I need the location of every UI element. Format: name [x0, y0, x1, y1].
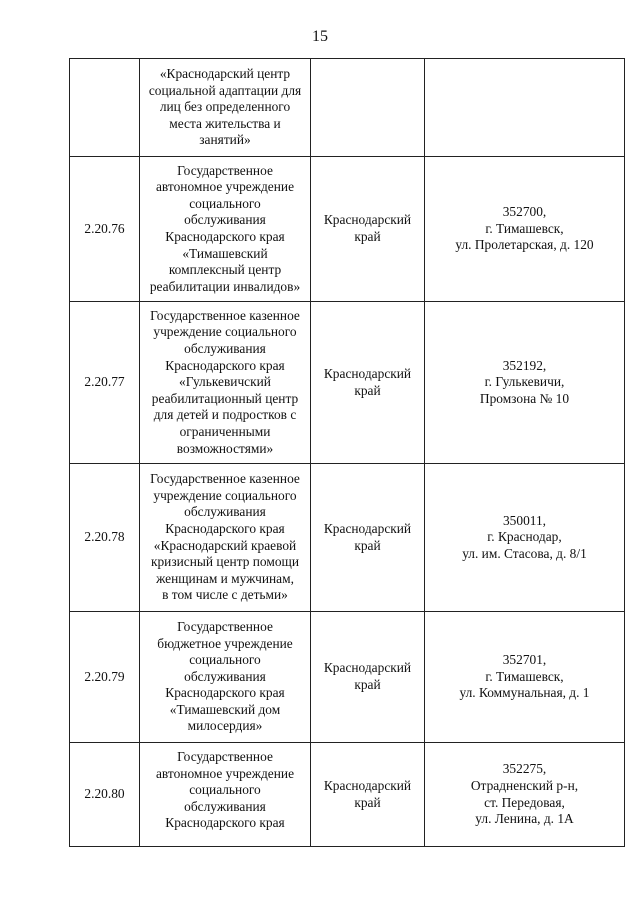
region-cell: Краснодарский край	[311, 464, 425, 612]
address-line: ст. Передовая,	[484, 794, 565, 810]
institution-name-line: социального	[189, 652, 261, 668]
address-line: ул. Коммунальная, д. 1	[459, 685, 590, 701]
institution-name-line: Государственное	[177, 618, 273, 634]
region-cell: Краснодарский край	[311, 302, 425, 464]
institution-name-line: Государственное казенное	[150, 471, 300, 487]
table-row	[70, 743, 625, 847]
institution-name	[140, 464, 311, 612]
institution-name-line: реабилитационный центр	[151, 390, 299, 406]
address-line: г. Тимашевск,	[485, 220, 564, 236]
row-number: 2.20.80	[70, 743, 140, 847]
institution-name-line: обслуживания	[184, 504, 266, 520]
address-line: Промзона № 10	[479, 390, 570, 406]
institution-name-line: кризисный центр помощи	[150, 554, 300, 570]
institution-name-line: «Краснодарский центр	[159, 66, 291, 82]
institution-name-line: социального	[189, 782, 261, 798]
institution-name-line: обслуживания	[184, 341, 266, 357]
address-line: г. Тимашевск,	[485, 668, 564, 684]
institution-name-line: «Краснодарский краевой	[153, 537, 297, 553]
institution-name-line: обслуживания	[184, 798, 266, 814]
address-line: ул. Пролетарская, д. 120	[455, 237, 594, 253]
institution-name-line: «Тимашевский	[182, 245, 268, 261]
institution-name	[140, 59, 311, 157]
address-cell	[425, 59, 625, 157]
address-line: 352700,	[502, 204, 547, 220]
address-line: 352701,	[502, 652, 547, 668]
institution-name-line: Краснодарского края	[165, 229, 285, 244]
institution-name-line: лиц без определенного	[159, 99, 291, 115]
institution-name-line: Краснодарского края	[165, 357, 285, 373]
address-line: 352275,	[502, 761, 547, 777]
table-row	[70, 59, 625, 157]
region-cell	[311, 59, 425, 157]
region-cell: Краснодарский край	[311, 612, 425, 743]
institution-name-line: женщинам и мужчинам,	[156, 570, 294, 586]
address-line: г. Краснодар,	[487, 529, 562, 545]
institution-name-line: Государственное	[177, 162, 273, 178]
institution-name-line: Краснодарского края	[165, 685, 285, 701]
institution-name-line: бюджетное учреждение	[157, 635, 293, 651]
institution-name-line: социальной адаптации для	[148, 82, 302, 98]
institution-name-line: для детей и подростков с	[153, 407, 297, 423]
table-row	[70, 302, 625, 464]
institution-name-line: ограниченными	[179, 423, 271, 439]
institution-name-line: учреждение социального	[153, 487, 297, 503]
institution-name-line: Краснодарского края	[165, 815, 285, 831]
row-number: 2.20.76	[70, 157, 140, 302]
institution-name-line: комплексный центр	[168, 262, 282, 278]
institution-name	[140, 302, 311, 464]
institution-name	[140, 157, 311, 302]
institution-name-line: места жительства и	[169, 115, 281, 131]
address-line: г. Гулькевичи,	[484, 374, 565, 390]
address-cell	[425, 612, 625, 743]
institution-name-line: автономное учреждение	[155, 179, 295, 195]
address-line: ул. Ленина, д. 1А	[475, 811, 574, 827]
registry-table	[69, 58, 625, 847]
institution-name-line: реабилитации инвалидов»	[149, 278, 301, 294]
institution-name-line: милосердия»	[187, 718, 263, 734]
page-number: 15	[312, 28, 328, 45]
address-line: ул. им. Стасова, д. 8/1	[462, 545, 587, 561]
address-cell	[425, 302, 625, 464]
address-line: 350011,	[502, 512, 547, 528]
institution-name	[140, 612, 311, 743]
institution-name-line: Государственное	[177, 749, 273, 764]
institution-name-line: обслуживания	[184, 212, 266, 228]
institution-name-line: возможностями»	[176, 440, 274, 456]
table-row	[70, 464, 625, 612]
institution-name-line: «Тимашевский дом	[169, 701, 281, 717]
institution-name-line: в том числе с детьми»	[162, 587, 288, 603]
row-number: 2.20.78	[70, 464, 140, 612]
row-number: 2.20.77	[70, 302, 140, 464]
address-cell	[425, 157, 625, 302]
address-cell	[425, 743, 625, 847]
address-line: 352192,	[502, 357, 547, 373]
institution-name-line: занятий»	[199, 132, 251, 148]
table-row	[70, 157, 625, 302]
institution-name-line: автономное учреждение	[155, 765, 295, 781]
institution-name-line: «Гулькевичский	[179, 374, 271, 390]
address-line: Отрадненский р-н,	[470, 777, 579, 793]
region-cell: Краснодарский край	[311, 743, 425, 847]
institution-name-line: социального	[189, 195, 261, 211]
address-cell	[425, 464, 625, 612]
table-row	[70, 612, 625, 743]
region-cell: Краснодарский край	[311, 157, 425, 302]
institution-name-line: Краснодарского края	[165, 520, 285, 536]
row-number	[70, 59, 140, 157]
institution-name-line: Государственное казенное	[150, 307, 300, 323]
institution-name	[140, 743, 311, 847]
row-number: 2.20.79	[70, 612, 140, 743]
institution-name-line: учреждение социального	[153, 324, 297, 340]
institution-name-line: обслуживания	[184, 668, 266, 684]
